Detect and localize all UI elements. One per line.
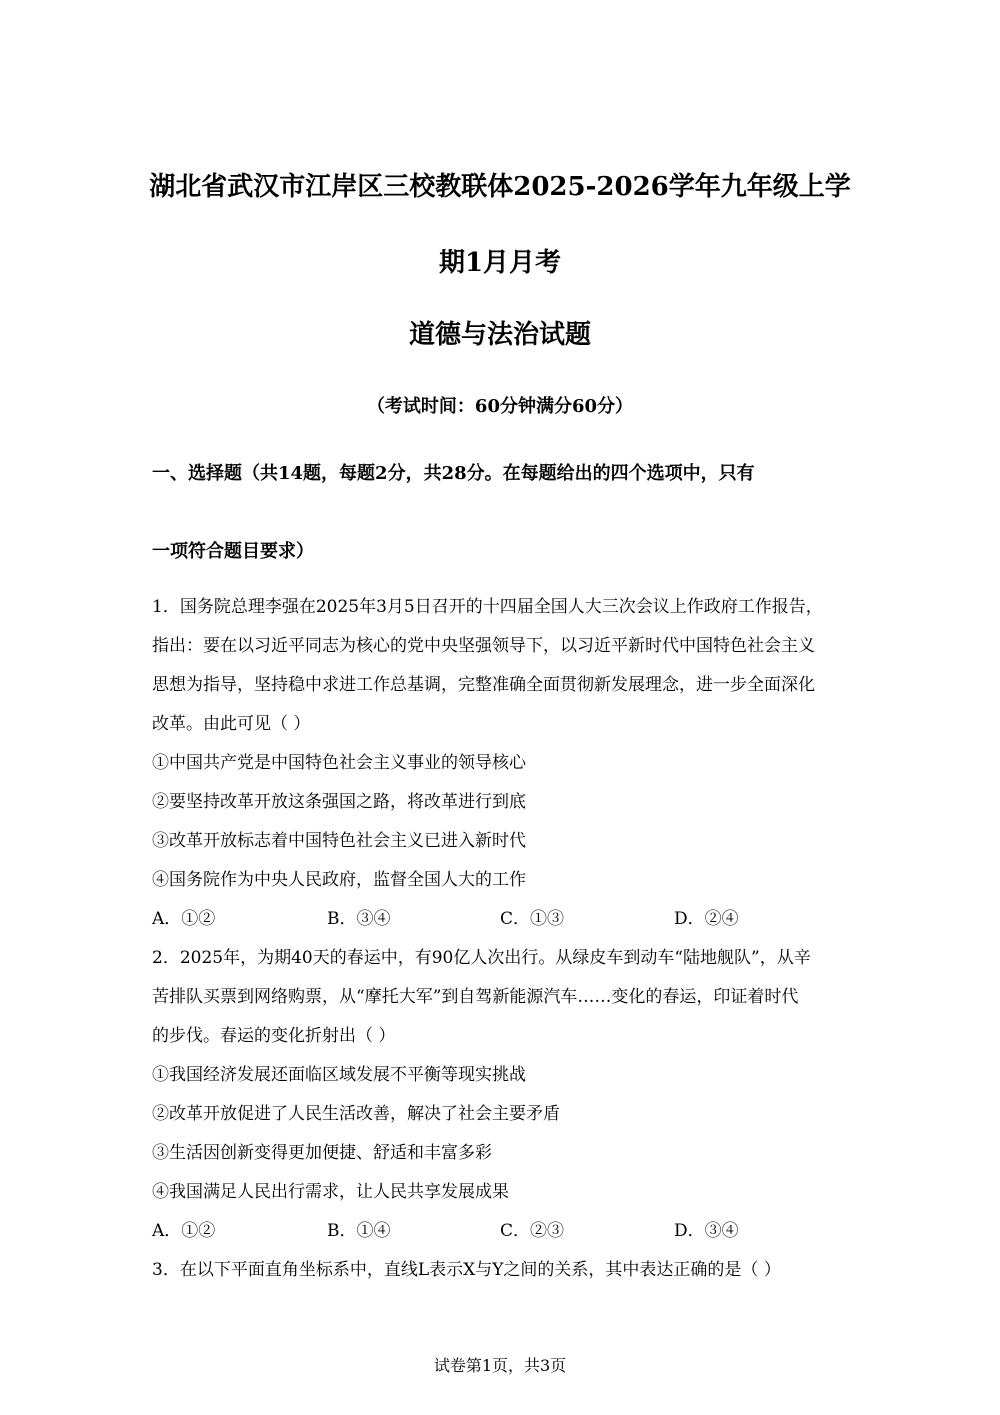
section-heading-line-1: 一、选择题（共14题，每题2分，共28分。在每题给出的四个选项中，只有: [152, 463, 755, 484]
exam-title-line-2: 期1月月考: [438, 248, 562, 278]
option-d: D．②④: [674, 909, 739, 929]
question-stem-line: 思想为指导，坚持稳中求进工作总基调，完整准确全面贯彻新发展理念，进一步全面深化: [152, 675, 815, 695]
question-stem-line: 改革。由此可见（ ）: [152, 714, 311, 734]
statement-line: ②要坚持改革开放这条强国之路，将改革进行到底: [152, 792, 526, 812]
question-stem-line: 的步伐。春运的变化折射出（ ）: [152, 1026, 396, 1046]
question-stem-line: 2．2025年，为期40天的春运中，有90亿人次出行。从绿皮车到动车“陆地舰队”，从辛: [152, 948, 811, 968]
statement-line: ①中国共产党是中国特色社会主义事业的领导核心: [152, 753, 526, 773]
option-b: B．③④: [327, 909, 391, 929]
statement-line: ③改革开放标志着中国特色社会主义已进入新时代: [152, 831, 526, 851]
exam-info: （考试时间：60分钟满分60分）: [366, 396, 634, 417]
section-heading-line-2: 一项符合题目要求）: [152, 541, 314, 562]
page-footer: 试卷第1页，共3页: [433, 1356, 567, 1375]
option-a: A．①②: [152, 909, 216, 929]
question-stem-line: 1．国务院总理李强在2025年3月5日召开的十四届全国人大三次会议上作政府工作报告，: [152, 597, 823, 617]
option-c: C．①③: [500, 909, 565, 929]
statement-line: ④国务院作为中央人民政府，监督全国人大的工作: [152, 870, 526, 890]
exam-title-line-1: 湖北省武汉市江岸区三校教联体2025-2026学年九年级上学: [149, 172, 851, 202]
option-a: A．①②: [152, 1221, 216, 1241]
question-stem-line: 苦排队买票到网络购票，从“摩托大军”到自驾新能源汽车……变化的春运，印证着时代: [152, 987, 799, 1007]
answer-options: [152, 906, 852, 932]
answer-options: [152, 1218, 852, 1244]
option-d: D．③④: [674, 1221, 739, 1241]
question-stem-line: 3．在以下平面直角坐标系中，直线L表示X与Y之间的关系，其中表达正确的是（ ）: [152, 1260, 781, 1280]
statement-line: ③生活因创新变得更加便捷、舒适和丰富多彩: [152, 1143, 492, 1163]
question-stem-line: 指出：要在以习近平同志为核心的党中央坚强领导下，以习近平新时代中国特色社会主义: [152, 636, 815, 656]
exam-subject-title: 道德与法治试题: [408, 320, 591, 350]
statement-line: ④我国满足人民出行需求，让人民共享发展成果: [152, 1182, 509, 1202]
option-b: B．①④: [327, 1221, 391, 1241]
statement-line: ②改革开放促进了人民生活改善，解决了社会主要矛盾: [152, 1104, 560, 1124]
statement-line: ①我国经济发展还面临区域发展不平衡等现实挑战: [152, 1065, 526, 1085]
option-c: C．②③: [500, 1221, 565, 1241]
